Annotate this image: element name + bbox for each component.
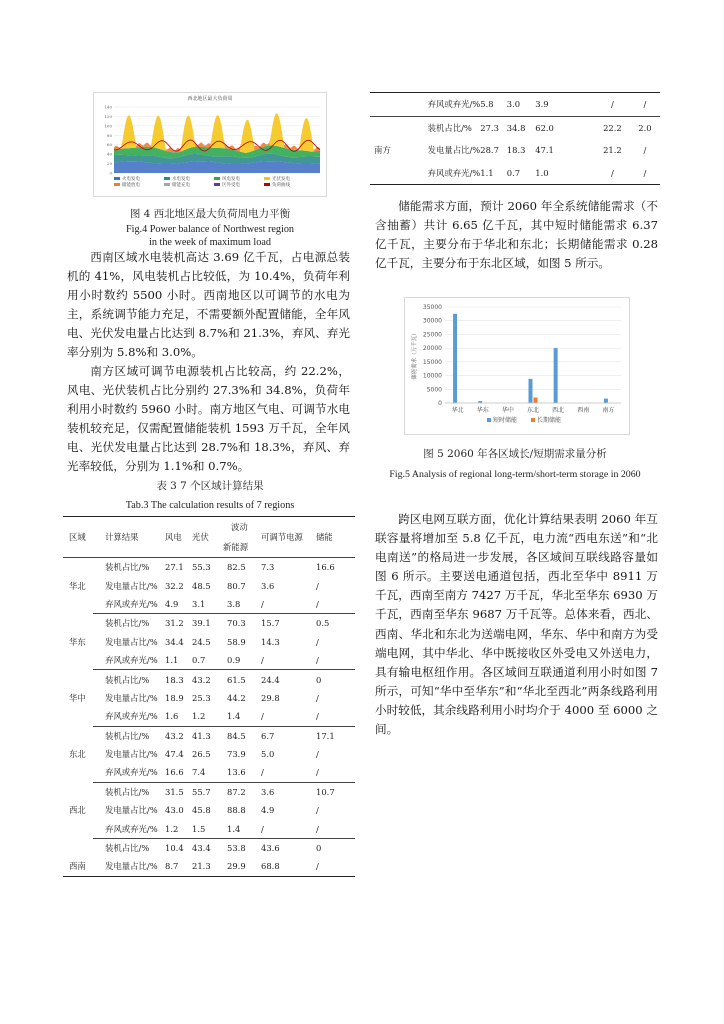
cell-region: 华北 xyxy=(69,580,86,591)
cell-vre: 44.2 xyxy=(227,692,246,703)
bar-short-0 xyxy=(453,314,457,403)
legend-label: 区外受电 xyxy=(222,183,240,188)
cell-item: 弃风或弃光/% xyxy=(105,823,158,834)
cell-pv: 41.3 xyxy=(192,726,223,745)
cell-wind: 1.6 xyxy=(165,711,179,722)
cell-wind: 1.2 xyxy=(165,823,179,834)
cell-vre: 1.0 xyxy=(535,162,595,185)
cell-adj: / xyxy=(595,93,630,117)
th-wind: 风电 xyxy=(165,517,192,558)
cell-storage: 2.0 xyxy=(630,116,660,139)
cell-vre: 3.9 xyxy=(535,93,595,117)
legend-swatch xyxy=(114,177,120,180)
bar-long-3 xyxy=(534,398,538,403)
cell-region xyxy=(63,595,93,614)
legend-swatch xyxy=(214,183,220,186)
para-southwest: 西南区域水电装机高达 3.69 亿千瓦，占电源总装机的 41%，风电装机占比较低，为 10.4%，负荷年利用小时数约 5500 小时。西南地区以可调节的水电为主，系统调节能力充足，不需要额外配置储能，全年风电、光伏发电量占比达到 8.7%和 21.3%，弃风、弃光率分别为 5.8%和 3.0%。 xyxy=(67,250,350,360)
fig4-caption-en-2: in the week of maximum load xyxy=(149,237,271,248)
cell-item: 弃风或弃光/% xyxy=(105,711,158,722)
cell-wind: 1.1 xyxy=(165,655,179,666)
cell-item: 发电量占比/% xyxy=(105,692,158,703)
cell-adj: 21.2 xyxy=(603,145,622,156)
cell-region xyxy=(63,763,93,782)
cell-vre: 88.8 xyxy=(227,805,246,816)
cell-adj: 15.7 xyxy=(261,614,316,633)
x-tick-label: 华东 xyxy=(476,407,489,414)
cell-region xyxy=(370,116,398,139)
cell-wind: 10.4 xyxy=(165,838,192,857)
legend-label: 风电发电 xyxy=(222,177,240,182)
cell-storage: 0 xyxy=(316,670,355,689)
cell-item: 装机占比/% xyxy=(93,838,165,857)
cell-region xyxy=(63,838,93,857)
cell-region: 西南 xyxy=(63,857,93,876)
cell-adj: 14.3 xyxy=(261,636,280,647)
cell-pv: 0.7 xyxy=(192,655,206,666)
y-tick-label: 60 xyxy=(106,142,112,148)
table3-header xyxy=(63,517,355,558)
x-tick-label: 华北 xyxy=(451,407,464,414)
legend-swatch xyxy=(164,183,170,186)
cell-adj: 5.0 xyxy=(261,749,275,760)
table-row xyxy=(63,595,355,614)
cell-region xyxy=(63,670,93,689)
cell-adj: / xyxy=(261,655,264,666)
table-row xyxy=(370,116,660,139)
cell-storage: / xyxy=(316,805,319,816)
cell-item: 弃风或弃光/% xyxy=(398,162,481,185)
y-tick-label: 140 xyxy=(104,104,112,110)
y-tick-label: 25000 xyxy=(422,331,442,339)
cell-vre: 61.5 xyxy=(223,670,261,689)
cell-pv: 3.1 xyxy=(192,598,206,609)
legend-label: 光伏发电 xyxy=(272,177,290,182)
cell-wind: 27.3 xyxy=(480,116,507,139)
th-adj: 可调节电源 xyxy=(261,517,316,558)
cell-adj: 29.8 xyxy=(261,692,280,703)
cell-adj: 7.3 xyxy=(261,558,316,577)
cell-wind: 5.8 xyxy=(480,93,507,117)
table-row xyxy=(63,819,355,838)
y-tick-label: 20000 xyxy=(422,345,442,353)
table-row xyxy=(370,162,660,185)
cell-storage: / xyxy=(316,749,319,760)
cell-item: 装机占比/% xyxy=(93,782,165,801)
table-row xyxy=(63,576,355,594)
legend-swatch xyxy=(114,183,120,186)
cell-storage: / xyxy=(630,93,660,117)
table3-caption-en: Tab.3 The calculation results of 7 regions xyxy=(125,500,295,511)
x-tick-label: 东北 xyxy=(526,407,540,414)
cell-item: 装机占比/% xyxy=(93,614,165,633)
fig4-chart xyxy=(93,92,327,197)
cell-region: 西北 xyxy=(69,805,86,816)
cell-adj: / xyxy=(261,823,264,834)
cell-storage: / xyxy=(316,823,319,834)
cell-region: 南方 xyxy=(374,145,391,156)
y-tick-label: 15000 xyxy=(422,358,442,366)
table3 xyxy=(63,516,355,877)
cell-region: 华中 xyxy=(69,692,86,703)
cell-adj: 24.4 xyxy=(261,670,316,689)
cell-pv: 48.5 xyxy=(192,580,211,591)
legend-label: 短时储能 xyxy=(493,417,518,424)
table-row xyxy=(63,558,355,577)
fig4-caption-cn: 图 4 西北地区最大负荷周电力平衡 xyxy=(129,208,291,220)
cell-adj: 68.8 xyxy=(261,857,316,876)
cell-vre: 73.9 xyxy=(227,749,246,760)
cell-adj: 3.6 xyxy=(261,782,316,801)
cell-region xyxy=(63,726,93,745)
cell-adj: / xyxy=(261,598,264,609)
cell-storage: 16.6 xyxy=(316,558,355,577)
th-vre-1: 波动 xyxy=(231,522,248,532)
cell-wind: 31.2 xyxy=(165,614,192,633)
legend-label: 储能充电 xyxy=(172,183,190,188)
cell-region xyxy=(63,558,93,577)
cell-wind: 8.7 xyxy=(165,857,192,876)
table-row xyxy=(370,93,660,117)
table-row xyxy=(63,801,355,819)
table-row xyxy=(63,838,355,857)
y-tick-label: 10000 xyxy=(422,372,442,380)
cell-region: 华东 xyxy=(69,636,86,647)
th-pv: 光伏 xyxy=(192,517,223,558)
cell-item: 发电量占比/% xyxy=(93,857,165,876)
cell-storage: 0.5 xyxy=(316,614,355,633)
cell-wind: 47.4 xyxy=(165,749,184,760)
cell-pv: 3.0 xyxy=(507,93,535,117)
fig5-caption-cn: 图 5 2060 年各区域长/短期需求量分析 xyxy=(423,448,607,460)
cell-wind: 4.9 xyxy=(165,598,179,609)
th-storage: 储能 xyxy=(316,517,355,558)
cell-pv: 34.8 xyxy=(507,116,535,139)
para-storage-demand: 储能需求方面，预计 2060 年全系统储能需求（不含抽蓄）共计 6.65 亿千瓦，其中短时储能需求 6.37 亿千瓦，主要分布于华北和东北；长期储能需求 0.28 亿千瓦，主要分布于东北区域，如图 5 所示。 xyxy=(375,199,658,271)
cell-vre: 82.5 xyxy=(223,558,261,577)
cell-region xyxy=(370,162,398,185)
x-tick-label: 华中 xyxy=(501,407,514,414)
bar-short-3 xyxy=(529,379,533,403)
y-tick-label: 0 xyxy=(438,400,442,407)
legend-swatch xyxy=(531,418,535,422)
cell-pv: 43.4 xyxy=(192,838,223,857)
cell-pv: 55.7 xyxy=(192,782,223,801)
cell-vre: 29.9 xyxy=(223,857,261,876)
cell-region xyxy=(63,614,93,633)
cell-vre: 70.3 xyxy=(223,614,261,633)
fig4-legend xyxy=(114,177,319,189)
y-tick-label: 5000 xyxy=(426,386,442,394)
cell-pv: 1.2 xyxy=(192,711,206,722)
cell-pv: 55.3 xyxy=(192,558,223,577)
legend-swatch xyxy=(214,177,220,180)
cell-pv: 1.5 xyxy=(192,823,206,834)
bar-short-4 xyxy=(554,348,558,403)
cell-adj: / xyxy=(261,767,264,778)
cell-storage: / xyxy=(630,162,660,185)
th-item: 计算结果 xyxy=(93,517,165,558)
cell-storage: / xyxy=(316,767,319,778)
cell-adj: 22.2 xyxy=(595,116,630,139)
table-row xyxy=(63,782,355,801)
cell-pv: 45.8 xyxy=(192,805,211,816)
legend-swatch xyxy=(264,183,270,186)
cell-storage: / xyxy=(316,598,319,609)
cell-wind: 1.1 xyxy=(480,162,507,185)
cell-vre: 0.9 xyxy=(227,655,241,666)
legend-swatch xyxy=(164,177,170,180)
cell-pv: 24.5 xyxy=(192,636,211,647)
cell-pv: 21.3 xyxy=(192,857,223,876)
legend-label: 火电发电 xyxy=(122,177,140,182)
cell-vre: 53.8 xyxy=(223,838,261,857)
cell-pv: 0.7 xyxy=(507,162,535,185)
table-row xyxy=(63,651,355,670)
legend-swatch xyxy=(487,418,491,422)
cell-adj: / xyxy=(261,711,264,722)
cell-vre: 13.6 xyxy=(227,767,246,778)
cell-item: 装机占比/% xyxy=(398,116,481,139)
cell-pv: 39.1 xyxy=(192,614,223,633)
cell-vre: 3.8 xyxy=(227,598,241,609)
y-tick-label: 80 xyxy=(106,132,112,138)
cell-storage: / xyxy=(316,692,319,703)
cell-pv: 25.3 xyxy=(192,692,211,703)
legend-swatch xyxy=(264,177,270,180)
para-south: 南方区域可调节电源装机占比较高，约 22.2%，风电、光伏装机占比分别约 27.3%和 34.8%，负荷年利用小时数约 5960 小时。南方地区气电、可调节水电装机较充足，仅需配置储能装机 1593 万千瓦，全年风电、光伏发电量占比达到 28.7%和 18.3%，弃风、弃光率较低，分别为 1.1%和 0.7%。 xyxy=(67,364,350,474)
cell-pv: 18.3 xyxy=(506,145,526,156)
legend-item xyxy=(214,183,264,189)
table3-caption-cn: 表 3 7 个区域计算结果 xyxy=(156,480,264,492)
cell-wind: 34.4 xyxy=(165,636,184,647)
cell-wind: 18.3 xyxy=(165,670,192,689)
cell-storage: / xyxy=(643,145,647,156)
cell-item: 装机占比/% xyxy=(93,726,165,745)
cell-wind: 27.1 xyxy=(165,558,192,577)
th-vre-2: 新能源 xyxy=(223,542,249,552)
table-row xyxy=(63,689,355,707)
y-tick-label: 30000 xyxy=(422,317,442,325)
th-region: 区域 xyxy=(63,517,93,558)
cell-wind: 18.9 xyxy=(165,692,184,703)
cell-pv: 43.2 xyxy=(192,670,223,689)
table-row xyxy=(63,707,355,726)
cell-vre: 87.2 xyxy=(223,782,261,801)
cell-item: 发电量占比/% xyxy=(105,580,158,591)
cell-vre: 62.0 xyxy=(535,116,595,139)
fig4-chart-title: 西北地区最大负荷周 xyxy=(187,96,233,102)
cell-region xyxy=(63,782,93,801)
legend-label: 负荷曲线 xyxy=(272,183,290,188)
cell-region xyxy=(63,819,93,838)
legend-item xyxy=(264,183,314,189)
cell-wind: 43.2 xyxy=(165,726,192,745)
y-tick-label: 20 xyxy=(106,161,112,167)
fig5-caption-en: Fig.5 Analysis of regional long-term/short-term storage in 2060 xyxy=(389,469,641,480)
cell-pv: 26.5 xyxy=(192,749,211,760)
cell-storage: / xyxy=(316,711,319,722)
cell-vre: 1.4 xyxy=(227,823,241,834)
y-tick-label: 0 xyxy=(109,170,112,176)
cell-adj: 3.6 xyxy=(261,580,275,591)
cell-wind: 32.2 xyxy=(165,580,184,591)
cell-region xyxy=(370,93,398,117)
table-row xyxy=(370,139,660,162)
cell-item: 装机占比/% xyxy=(93,670,165,689)
cell-adj: 4.9 xyxy=(261,805,275,816)
cell-storage: / xyxy=(316,857,355,876)
x-tick-label: 西北 xyxy=(552,407,565,414)
cell-vre: 47.1 xyxy=(535,145,554,156)
table-row xyxy=(63,670,355,689)
cell-vre: 58.9 xyxy=(227,636,246,647)
cell-vre: 80.7 xyxy=(227,580,246,591)
cell-item: 弃风或弃光/% xyxy=(105,598,158,609)
legend-item xyxy=(164,183,214,189)
y-tick-label: 40 xyxy=(106,151,112,157)
table3-continued xyxy=(370,92,660,185)
cell-adj: 6.7 xyxy=(261,726,316,745)
x-tick-label: 西南 xyxy=(577,407,590,414)
fig5-chart xyxy=(404,297,630,435)
cell-adj: 43.6 xyxy=(261,838,316,857)
y-tick-label: 100 xyxy=(104,123,112,129)
x-tick-label: 南方 xyxy=(602,407,615,414)
y-axis-label: 储能需求（万千瓦） xyxy=(412,330,418,380)
cell-region xyxy=(63,707,93,726)
cell-wind: 43.0 xyxy=(165,805,184,816)
cell-item: 发电量占比/% xyxy=(427,145,481,156)
table-row xyxy=(63,857,355,876)
cell-storage: / xyxy=(316,636,319,647)
bar-short-6 xyxy=(604,399,608,403)
table-row xyxy=(63,614,355,633)
cell-vre: 1.4 xyxy=(227,711,241,722)
fig4-caption-en-1: Fig.4 Power balance of Northwest region xyxy=(125,224,295,235)
table-row xyxy=(63,726,355,745)
cell-item: 弃风或弃光/% xyxy=(105,655,158,666)
cell-item: 弃风或弃光/% xyxy=(398,93,481,117)
legend-label: 储能放电 xyxy=(122,183,140,188)
legend-label: 水电发电 xyxy=(172,177,190,182)
fig5-plot xyxy=(405,298,629,434)
cell-storage: 0 xyxy=(316,838,355,857)
table-row xyxy=(63,633,355,651)
cell-wind: 16.6 xyxy=(165,767,184,778)
cell-wind: 28.7 xyxy=(480,145,499,156)
cell-item: 发电量占比/% xyxy=(105,636,158,647)
cell-storage: 10.7 xyxy=(316,782,355,801)
y-tick-label: 35000 xyxy=(422,304,442,311)
cell-item: 装机占比/% xyxy=(93,558,165,577)
cell-item: 弃风或弃光/% xyxy=(105,767,158,778)
legend-item xyxy=(114,183,164,189)
para-interconnection: 跨区电网互联方面，优化计算结果表明 2060 年互联容量将增加至 5.8 亿千瓦，电力流“西电东送”和“北电南送”的格局进一步发展，各区域间互联线路容量如图 6 所示。主要送电通道包括，西北至华中 8911 万千瓦，西南至南方 7427 万千瓦，华北至华东 6930 万千瓦，西南至华东 9687 万千瓦等。总体来看，西北、西南、华北和东北为送端电网，华东、华中和南方为受端电网，其中华北、华中既接收区外受电又外送电力，具有输电枢纽作用。各区域间互联通道利用小时如图 7 所示，可知“华中至华东”和“华北至西北”两条线路利用小时较低，其余线路利用小时均介于 4000 至 6000 之间。 xyxy=(375,512,658,737)
cell-item: 发电量占比/% xyxy=(105,805,158,816)
cell-item: 发电量占比/% xyxy=(105,749,158,760)
legend-label: 长期储能 xyxy=(537,417,562,424)
cell-adj: / xyxy=(595,162,630,185)
cell-pv: 7.4 xyxy=(192,767,206,778)
area-series-1 xyxy=(114,161,320,173)
cell-storage: 17.1 xyxy=(316,726,355,745)
cell-region xyxy=(63,651,93,670)
y-tick-label: 120 xyxy=(104,113,112,119)
cell-region: 东北 xyxy=(69,749,86,760)
table-row xyxy=(63,763,355,782)
cell-wind: 31.5 xyxy=(165,782,192,801)
cell-storage: / xyxy=(316,655,319,666)
table-row xyxy=(63,745,355,763)
cell-vre: 84.5 xyxy=(223,726,261,745)
cell-storage: / xyxy=(316,580,319,591)
